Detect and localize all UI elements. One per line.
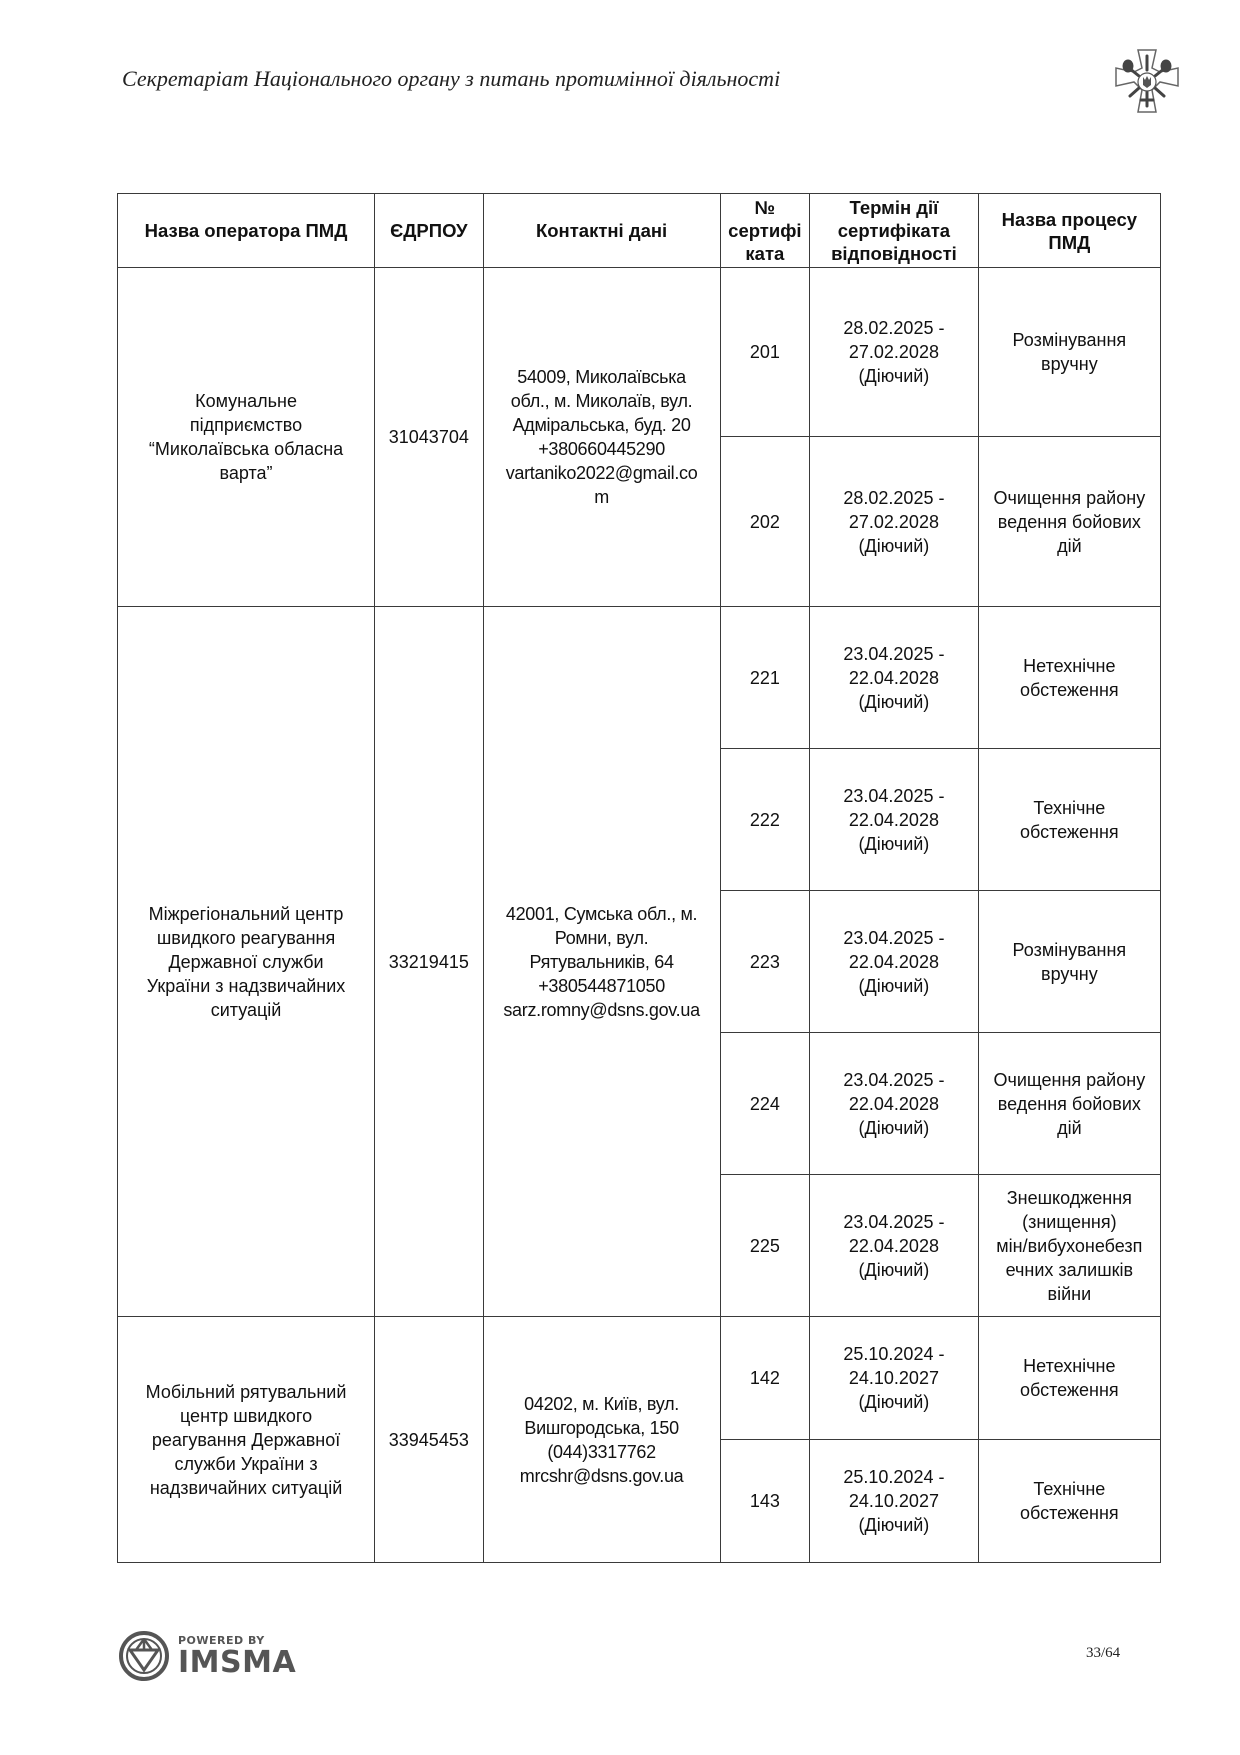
process-name-cell: Розмінування вручну bbox=[978, 891, 1160, 1033]
operator-name-cell: Комунальне підприємство “Миколаївська обласна варта” bbox=[118, 268, 375, 607]
certificate-number-cell: 202 bbox=[720, 437, 810, 607]
certificate-number-cell: 142 bbox=[720, 1317, 810, 1440]
imsma-globe-icon bbox=[118, 1630, 170, 1682]
contacts-cell: 04202, м. Київ, вул. Вишгородська, 150 (044)3317762 mrcshr@dsns.gov.ua bbox=[483, 1317, 720, 1563]
page-number: 33/64 bbox=[1086, 1645, 1121, 1661]
certificate-term-cell: 28.02.2025 - 27.02.2028 (Діючий) bbox=[810, 268, 979, 437]
edrpou-cell: 31043704 bbox=[375, 268, 484, 607]
powered-by-label: POWERED BY bbox=[178, 1633, 265, 1647]
process-name-cell: Очищення району ведення бойових дій bbox=[978, 1033, 1160, 1175]
certificate-term-cell: 28.02.2025 - 27.02.2028 (Діючий) bbox=[810, 437, 979, 607]
contacts-cell: 54009, Миколаївська обл., м. Миколаїв, вул. Адміральська, буд. 20 +380660445290 vartaniko2022@gmail.co m bbox=[483, 268, 720, 607]
edrpou-cell: 33945453 bbox=[375, 1317, 484, 1563]
operators-table bbox=[117, 193, 1161, 1563]
operator-name-cell: Міжрегіональний центр швидкого реагування Державної служби України з надзвичайних ситуацій bbox=[118, 607, 375, 1317]
header-process-name: Назва процесу ПМД bbox=[978, 194, 1160, 268]
header-edrpou: ЄДРПОУ bbox=[375, 194, 484, 268]
certificate-term-cell: 23.04.2025 - 22.04.2028 (Діючий) bbox=[810, 1175, 979, 1317]
imsma-logo bbox=[118, 1630, 296, 1682]
process-name-cell: Нетехнічне обстеження bbox=[978, 607, 1160, 749]
certificate-term-cell: 23.04.2025 - 22.04.2028 (Діючий) bbox=[810, 749, 979, 891]
certificate-number-cell: 223 bbox=[720, 891, 810, 1033]
certificate-number-cell: 224 bbox=[720, 1033, 810, 1175]
process-name-cell: Очищення району ведення бойових дій bbox=[978, 437, 1160, 607]
imsma-brand-label: IMSMA bbox=[178, 1644, 297, 1680]
certificate-number-cell: 225 bbox=[720, 1175, 810, 1317]
table-header-row bbox=[118, 194, 1161, 268]
header-contacts: Контактні дані bbox=[483, 194, 720, 268]
contacts-cell: 42001, Сумська обл., м. Ромни, вул. Рятувальників, 64 +380544871050 sarz.romny@dsns.gov.ua bbox=[483, 607, 720, 1317]
edrpou-cell: 33219415 bbox=[375, 607, 484, 1317]
certificate-number-cell: 221 bbox=[720, 607, 810, 749]
header-certificate-term: Термін дії сертифіката відповідності bbox=[810, 194, 979, 268]
table-row bbox=[118, 1317, 1161, 1440]
operator-name-cell: Мобільний рятувальний центр швидкого реагування Державної служби України з надзвичайних ситуацій bbox=[118, 1317, 375, 1563]
certificate-number-cell: 201 bbox=[720, 268, 810, 437]
header-operator-name: Назва оператора ПМД bbox=[118, 194, 375, 268]
process-name-cell: Технічне обстеження bbox=[978, 749, 1160, 891]
process-name-cell: Розмінування вручну bbox=[978, 268, 1160, 437]
document-header-title: Секретаріат Національного органу з питань протимінної діяльності bbox=[122, 66, 781, 91]
certificate-term-cell: 25.10.2024 - 24.10.2027 (Діючий) bbox=[810, 1317, 979, 1440]
process-name-cell: Нетехнічне обстеження bbox=[978, 1317, 1160, 1440]
certificate-term-cell: 23.04.2025 - 22.04.2028 (Діючий) bbox=[810, 891, 979, 1033]
table-row bbox=[118, 607, 1161, 749]
certificate-number-cell: 222 bbox=[720, 749, 810, 891]
header-certificate-number: № сертифі ката bbox=[720, 194, 810, 268]
certificate-number-cell: 143 bbox=[720, 1440, 810, 1563]
certificate-term-cell: 25.10.2024 - 24.10.2027 (Діючий) bbox=[810, 1440, 979, 1563]
process-name-cell: Знешкодження (знищення) мін/вибухонебезп ечних залишків війни bbox=[978, 1175, 1160, 1317]
certificate-term-cell: 23.04.2025 - 22.04.2028 (Діючий) bbox=[810, 607, 979, 749]
process-name-cell: Технічне обстеження bbox=[978, 1440, 1160, 1563]
mine-action-cross-emblem-icon bbox=[1112, 46, 1182, 116]
certificate-term-cell: 23.04.2025 - 22.04.2028 (Діючий) bbox=[810, 1033, 979, 1175]
table-row bbox=[118, 268, 1161, 437]
